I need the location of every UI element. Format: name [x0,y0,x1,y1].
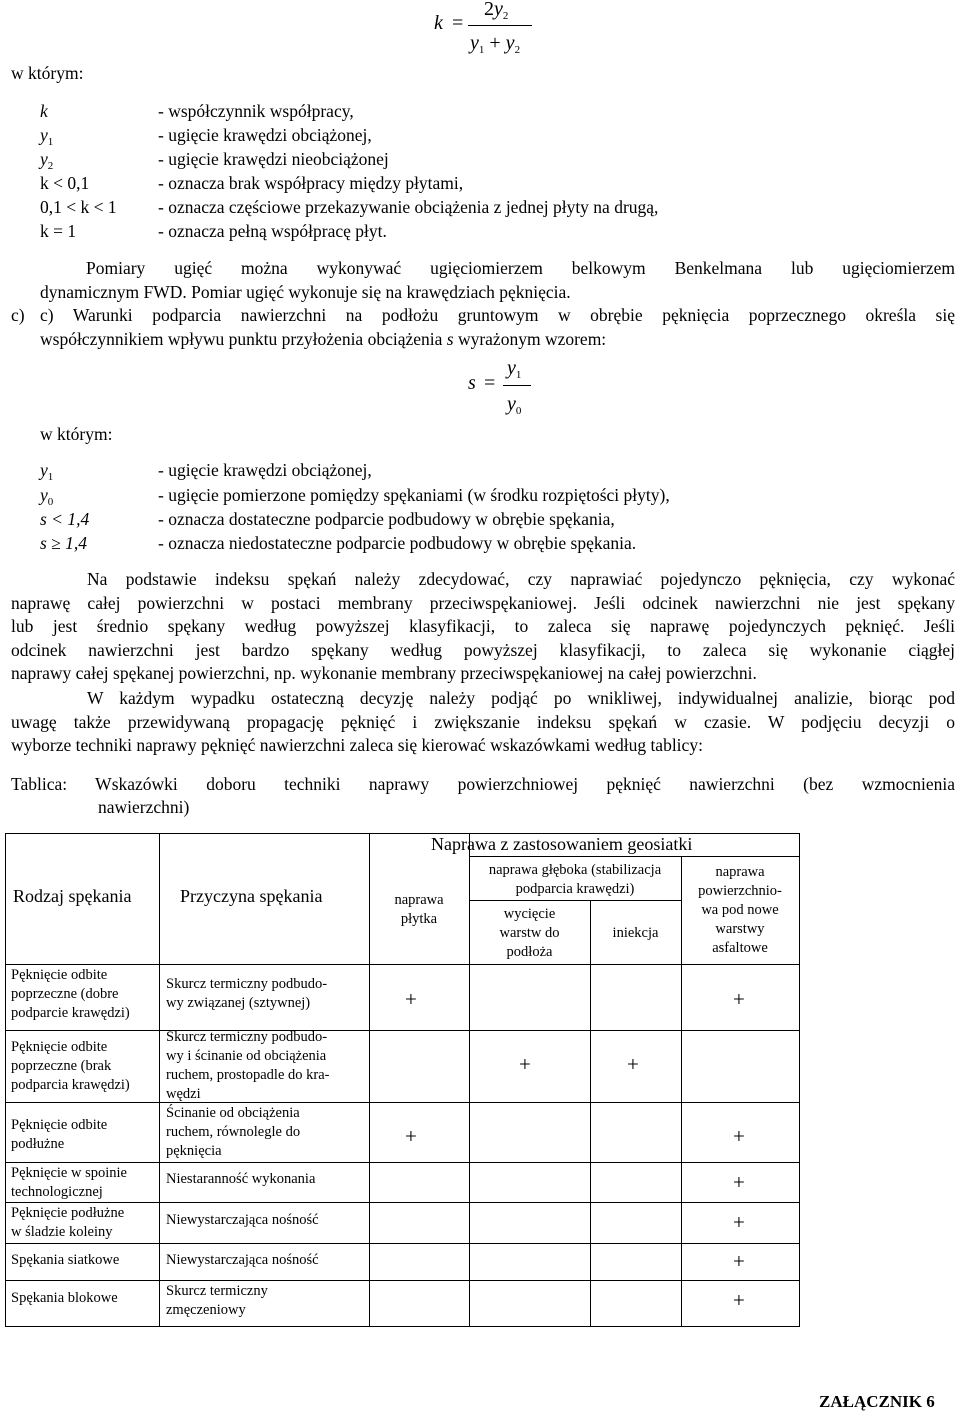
def-symbol: $y_1$ [40,125,54,148]
formula-s-numerator: $y_1$ [507,357,522,381]
def-symbol: s ≥ 1,4 [40,533,88,553]
formula-s-eq: = [484,372,496,394]
table-row-0-plytka-mark: + [405,987,417,1011]
table-row-1-iniekcja-mark: + [627,1052,639,1076]
table-row-3-rodzaj: Pęknięcie w spoinie technologicznej [11,1165,127,1200]
where-label: w którym: [11,63,84,83]
table-row-2-rodzaj: Pęknięcie odbite podłużne [11,1117,108,1152]
table-row-3-przyczyna: Niestaranność wykonania [166,1171,316,1187]
table-row-5-powierzchniowa-mark: + [733,1249,745,1273]
def-symbol: k [40,101,48,121]
formula-k-eq: = [452,12,464,34]
table-row-5-przyczyna: Niewystarczająca nośność [166,1252,319,1268]
table-row-1-przyczyna: Skurcz termiczny podbudo- wy i ścinanie od obciążenia ruchem, prostopadle do kra- wędzi [166,1029,330,1102]
header-rodzaj: Rodzaj spękania [13,886,132,906]
def-desc: - oznacza częściowe przekazywanie obciążenia z jednej płyty na drugą, [158,197,659,217]
footer-annex-label: ZAŁĄCZNIK 6 [819,1392,935,1411]
table-row-4-rodzaj: Pęknięcie podłużne w śladzie koleiny [11,1205,125,1240]
table-row-1-rodzaj: Pęknięcie odbite poprzeczne (brak podparcia krawędzi) [11,1039,130,1093]
table-row-2-przyczyna: Ścinanie od obciążenia ruchem, równolegle do pęknięcia [166,1105,301,1159]
paragraph-pomiary: Pomiary ugięć można wykonywać ugięciomierzem belkowym Benkelmana lub ugięciomierzem dynamicznym FWD. Pomiar ugięć wykonuje się na krawędziach pęknięcia. [40,258,955,302]
header-naprawa-powierzchniowa: naprawa powierzchnio- wa pod nowe warstwy asfaltowe [698,864,782,956]
table-caption: Tablica: Wskazówki doboru techniki naprawy powierzchniowej pęknięć nawierzchni (bez wzmocnienia [11,774,955,794]
header-naprawa-plytka: naprawa płytka [394,892,444,927]
list-marker: c) [11,305,25,325]
table-row-0-przyczyna: Skurcz termiczny podbudo- wy związanej (sztywnej) [166,976,328,1011]
header-naprawa-gleboka: naprawa głęboka (stabilizacja podparcia krawędzi) [488,862,662,897]
table-row-2-plytka-mark: + [405,1124,417,1148]
def-desc: - ugięcie pomierzone pomiędzy spękaniami (w środku rozpiętości płyty), [158,485,670,505]
table-row-0-powierzchniowa-mark: + [733,987,745,1011]
table-caption-line2: nawierzchni) [98,797,190,817]
def-desc: - współczynnik współpracy, [158,101,354,121]
fraction-bar [468,25,532,26]
def-symbol: s < 1,4 [40,509,90,529]
def-desc: - ugięcie krawędzi obciążonej, [158,125,372,145]
formula-s-denominator: $y_0$ [507,393,522,417]
table-row-6-przyczyna: Skurcz termiczny zmęczeniowy [166,1283,268,1318]
formula-k-numerator: $2y_2$ [484,0,509,22]
def-symbol: $y_0$ [40,485,54,508]
def-desc: - ugięcie krawędzi obciążonej, [158,460,372,480]
def-desc: - ugięcie krawędzi nieobciążonej [158,149,389,169]
def-desc: - oznacza niedostateczne podparcie podbudowy w obrębie spękania. [158,533,637,553]
table-row-2-powierzchniowa-mark: + [733,1124,745,1148]
def-symbol: $y_1$ [40,460,54,483]
table-row-0-rodzaj: Pęknięcie odbite poprzeczne (dobre podparcie krawędzi) [11,967,130,1021]
paragraph-w-kazdym: W każdym wypadku ostateczną decyzję należy podjąć po wnikliwej, indywidualnej analizie, biorąc pod uwagę także przewidywaną propagację pęknięć i zwiększanie indeksu spękań w czasie. W podjęciu decyzji o wyborze techniki naprawy pęknięć nawierzchni zaleca się kierować wskazówkami według tablicy: [11,688,955,755]
paragraph-na-podstawie: Na podstawie indeksu spękań należy zdecydować, czy naprawiać pojedynczo pęknięcia, czy wykonać naprawę całej powierzchni w postaci membrany przeciwspękaniowej. Jeśli odcinek nawierzchni nie jest spękany lub jest średnio spękany według powyższej klasyfikacji, to zaleca się naprawę pojedynczych pęknięć. Jeśli odcinek nawierzchni jest bardzo spękany według powyższej klasyfikacji, to zaleca się wykonanie ciągłej naprawy całej spękanej powierzchni, np. wykonanie membrany przeciwspękaniowej na całej powierzchni. [11,569,955,683]
def-symbol: k = 1 [40,221,77,241]
header-iniekcja: iniekcja [612,925,659,941]
formula-k-lhs: k [434,12,443,34]
def-desc: - oznacza dostateczne podparcie podbudowy w obrębie spękania, [158,509,615,529]
formula-s-lhs: s [468,372,476,394]
fraction-bar [503,385,531,386]
table-row-3-powierzchniowa-mark: + [733,1170,745,1194]
def-symbol: $y_2$ [40,149,54,172]
where-label: w którym: [40,424,113,444]
table-row-5-rodzaj: Spękania siatkowe [11,1252,120,1268]
def-desc: - oznacza pełną współpracę płyt. [158,221,387,241]
table-row-6-powierzchniowa-mark: + [733,1288,745,1312]
paragraph-c: c) Warunki podparcia nawierzchni na podłożu gruntowym w obrębie pęknięcia poprzecznego określa się współczynnikiem wpływu punktu przyłożenia obciążenia s wyrażonym wzorem: [40,305,955,349]
table-row-4-przyczyna: Niewystarczająca nośność [166,1212,319,1228]
table-row-4-powierzchniowa-mark: + [733,1210,745,1234]
table-row-6-rodzaj: Spękania blokowe [11,1290,118,1306]
header-przyczyna: Przyczyna spękania [180,886,323,906]
header-geosiatka: Naprawa z zastosowaniem geosiatki [431,834,693,854]
def-symbol: k < 0,1 [40,173,90,193]
table-row-1-wyciecie-mark: + [519,1052,531,1076]
formula-k-denominator: $y_1 + y_2$ [470,32,521,56]
header-wyciecie: wycięcie warstw do podłoża [499,906,560,960]
def-symbol: 0,1 < k < 1 [40,197,117,217]
def-desc: - oznacza brak współpracy między płytami, [158,173,464,193]
